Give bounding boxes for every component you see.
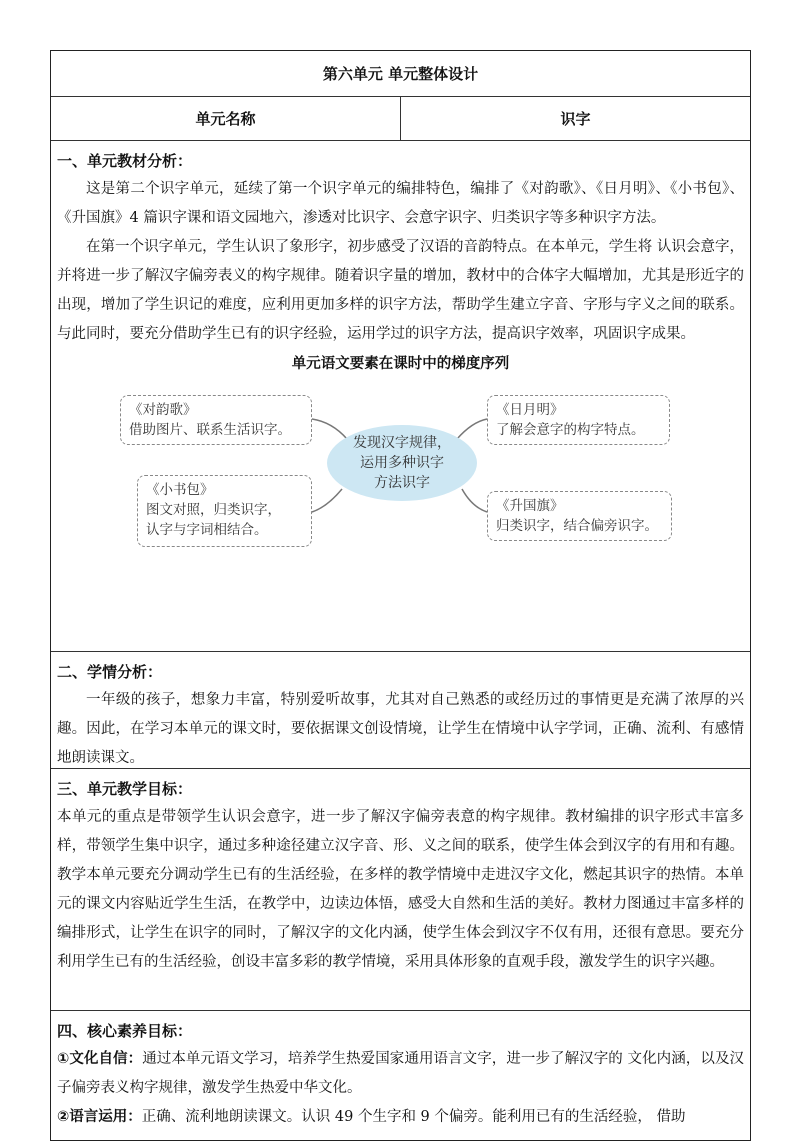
lesson-node-duiyunge (120, 395, 312, 445)
section-teaching-goals (51, 769, 750, 1011)
section1-paragraph-1: 这是第二个识字单元，延续了第一个识字单元的编排特色，编排了《对韵歌》、《日月明》、《小书包》、《升国旗》4 篇识字课和语文园地六，渗透对比识字、会意字识字、归类识字等多种识字方法。 (57, 181, 744, 226)
lesson-node-title: 《日月明》 (496, 402, 564, 418)
section2-paragraph: 一年级的孩子，想象力丰富，特别爱听故事，尤其对自己熟悉的或经历过的事情更是充满了浓厚的兴趣。因此，在学习本单元的课文时，要依据课文创设情境，让学生在情境中认字学词，正确、流利、有感情地朗读课文。 (57, 692, 744, 766)
unit-name-row (51, 97, 750, 141)
page-title: 第六单元 单元整体设计 (51, 51, 750, 97)
lesson-node-text: 了解会意字的构字特点。 (496, 422, 645, 438)
lesson-node-shengguoqi (487, 491, 672, 541)
gradient-diagram (57, 377, 746, 551)
center-line: 发现汉字规律， (353, 435, 451, 451)
item-label: ②语言运用： (57, 1109, 142, 1125)
section3-heading: 三、单元教学目标： (57, 780, 193, 798)
lesson-node-riyueming (487, 395, 670, 445)
diagram-title: 单元语文要素在课时中的梯度序列 (291, 356, 510, 372)
section-material-analysis (51, 141, 750, 652)
lesson-node-text: 认字与字词相结合。 (146, 522, 268, 538)
literacy-item-language (57, 1103, 744, 1132)
center-line: 方法识字 (374, 475, 430, 491)
section3-paragraph: 本单元的重点是带领学生认识会意字，进一步了解汉字偏旁表意的构字规律。教材编排的识字形式丰富多样，带领学生集中识字，通过多种途径建立汉字音、形、义之间的联系，使学生体会到汉字的有用和有趣。教学本单元要充分调动学生已有的生活经验，在多样的教学情境中走进汉字文化，燃起其识字的热情。本单元的课文内容贴近学生生活，在教学中，边读边体悟，感受大自然和生活的美好。教材力图通过丰富多样的编排形式，让学生在识字的同时，了解汉字的文化内涵，使学生体会到汉字不仅有用，还很有意思。要充分利用学生已有的生活经验，创设丰富多彩的教学情境，采用具体形象的直观手段，激发学生的识字兴趣。 (57, 809, 744, 970)
section-learner-analysis (51, 652, 750, 769)
section1-paragraph-2: 在第一个识字单元，学生认识了象形字，初步感受了汉语的音韵特点。在本单元，学生将 认识会意字，并将进一步了解汉字偏旁表义的构字规律。随着识字量的增加，教材中的合体字大幅增加，尤其是形近字的出现，增加了学生识记的难度，应利用更加多样的识字方法，帮助学生建立字音、字形与字义之间的联系。与此同时，要充分借助学生已有的识字经验，运用学过的识字方法，提高识字效率，巩固识字成果。 (57, 239, 744, 342)
unit-name-label: 单元名称 (51, 97, 401, 140)
section-core-literacy (51, 1011, 750, 1140)
item-label: ①文化自信： (57, 1051, 143, 1067)
center-line: 运用多种识字 (360, 455, 444, 471)
lesson-node-title: 《升国旗》 (496, 498, 564, 514)
item-text: 正确、流利地朗读课文。认识 49 个生字和 9 个偏旁。能利用已有的生活经验， 借助 (141, 1109, 686, 1125)
unit-name-value: 识字 (560, 110, 591, 128)
item-text: 通过本单元语文学习，培养学生热爱国家通用语言文字，进一步了解汉字的 文化内涵，以及汉子偏旁表义构字规律，激发学生热爱中华文化。 (57, 1051, 745, 1096)
lesson-node-text: 图文对照，归类识字， (146, 502, 281, 518)
literacy-item-culture (57, 1045, 744, 1103)
lesson-node-title: 《对韵歌》 (129, 402, 197, 418)
design-table (50, 50, 751, 1141)
lesson-node-title: 《小书包》 (146, 482, 214, 498)
section4-heading: 四、核心素养目标： (57, 1022, 193, 1040)
section2-heading: 二、学情分析： (57, 663, 163, 681)
section1-heading: 一、单元教材分析： (57, 152, 193, 170)
lesson-node-xiaoshubao (137, 475, 312, 547)
lesson-node-text: 借助图片、联系生活识字。 (129, 422, 291, 438)
lesson-node-text: 归类识字，结合偏旁识字。 (496, 518, 658, 534)
diagram-center-node (327, 425, 477, 501)
